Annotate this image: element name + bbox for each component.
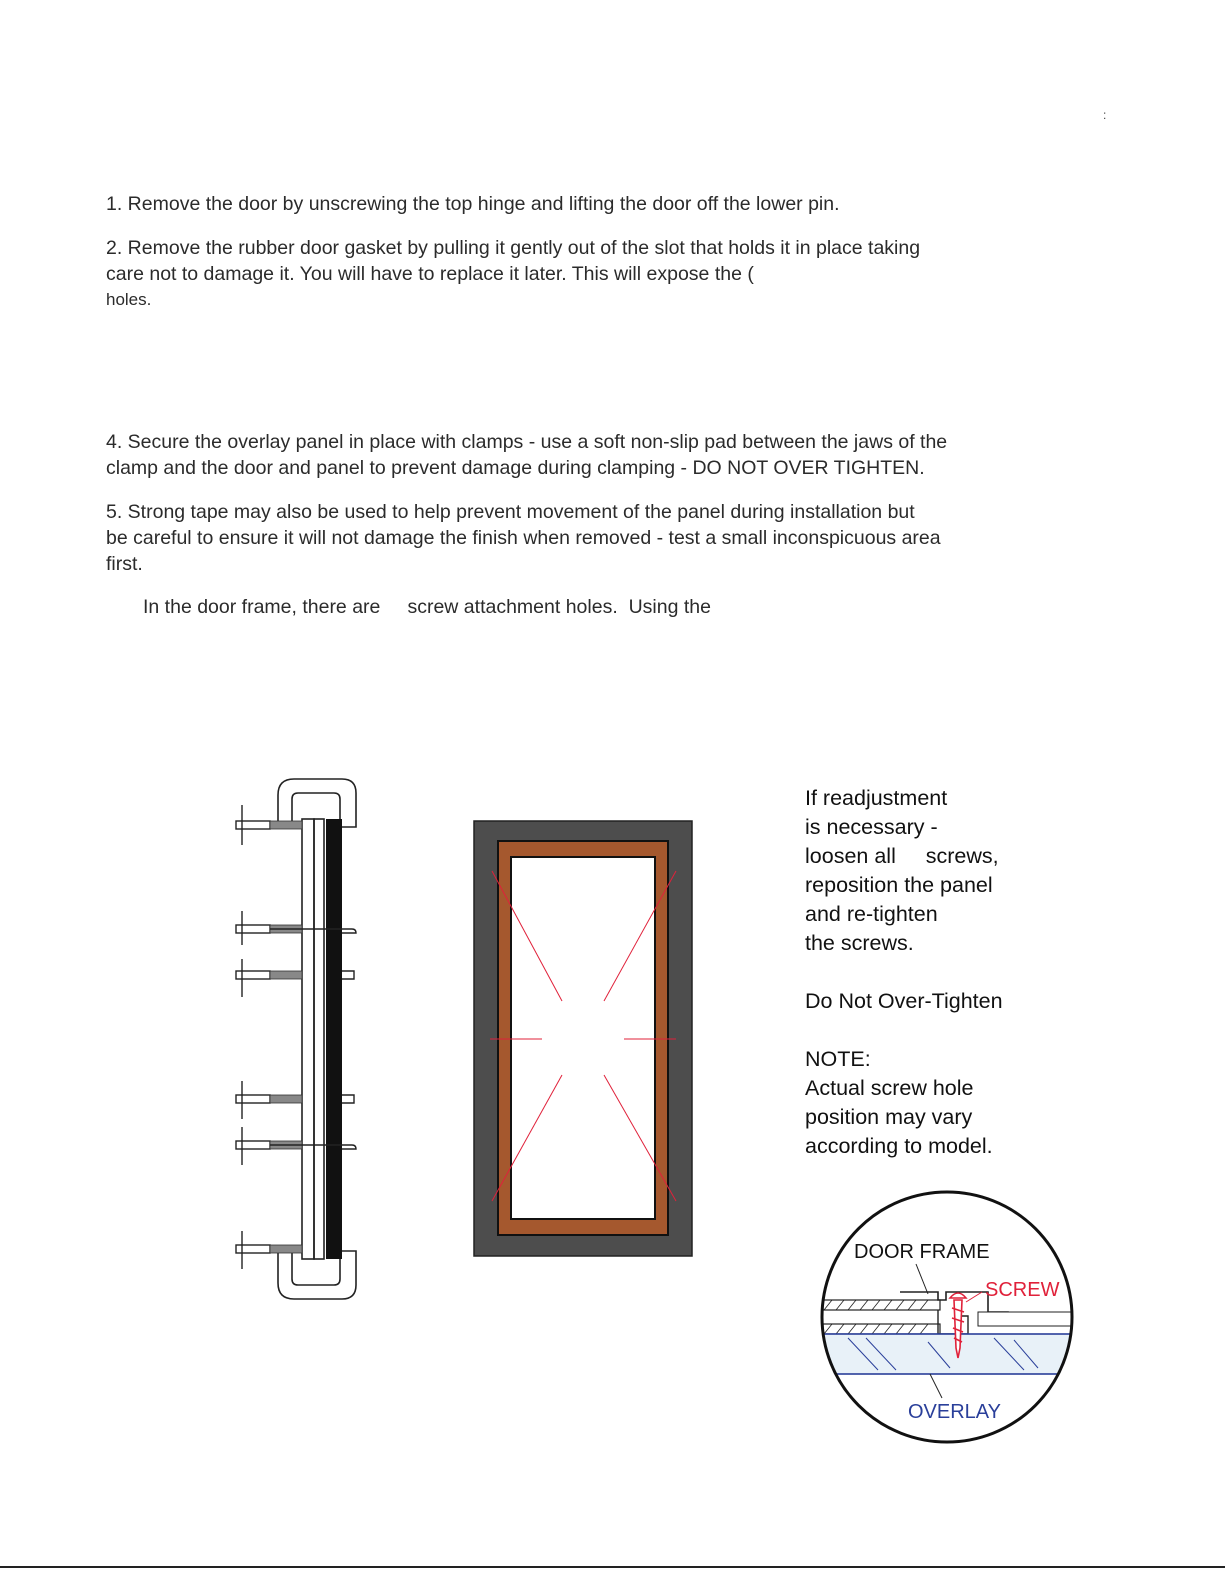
side-note-line-1: If readjustment (805, 786, 948, 810)
screw-detail-callout (818, 1188, 1076, 1446)
step-4 (106, 429, 947, 481)
door-frame-label: DOOR FRAME (854, 1241, 990, 1263)
step-2-line-3: holes. (106, 290, 152, 309)
step-5-line-3: first. (106, 553, 143, 575)
side-note-line-9: Actual screw hole (805, 1076, 974, 1100)
step-5-line-2: be careful to ensure it will not damage the finish when removed - test a small inconspicuous area (106, 527, 941, 549)
header-mark: : (1103, 108, 1107, 122)
side-note-line-6: the screws. (805, 931, 914, 955)
side-note-warning: Do Not Over-Tighten (805, 989, 1003, 1013)
side-note-line-5: and re-tighten (805, 902, 938, 926)
overlay-edge (326, 819, 342, 1259)
step-5-line-1: 5. Strong tape may also be used to help prevent movement of the panel during installation but (106, 501, 915, 523)
side-note (805, 784, 1003, 1161)
step-4-line-2: clamp and the door and panel to prevent damage during clamping - DO NOT OVER TIGHTEN. (106, 457, 925, 479)
side-note-line-2: is necessary - (805, 815, 938, 839)
side-note-line-11: according to model. (805, 1134, 993, 1158)
screw-label: SCREW (985, 1279, 1060, 1301)
clamp-side-view-illustration (230, 775, 370, 1305)
step-2-line-2: care not to damage it. You will have to replace it later. This will expose the ( (106, 263, 754, 285)
step-2 (106, 235, 920, 313)
bottom-rule (0, 1566, 1225, 1568)
step-6: In the door frame, there are screw attachment holes. Using the (143, 596, 711, 618)
side-note-heading: NOTE: (805, 1047, 871, 1071)
overlay-label: OVERLAY (908, 1401, 1001, 1423)
step-2-line-1: 2. Remove the rubber door gasket by pulling it gently out of the slot that holds it in place taking (106, 237, 921, 259)
side-note-line-3: loosen all screws, (805, 844, 999, 868)
step-4-line-1: 4. Secure the overlay panel in place with clamps - use a soft non-slip pad between the jaws of the (106, 431, 948, 453)
step-5 (106, 499, 941, 577)
side-note-line-10: position may vary (805, 1105, 973, 1129)
side-note-line-4: reposition the panel (805, 873, 993, 897)
door-front-view-illustration (474, 821, 692, 1256)
step-1: 1. Remove the door by unscrewing the top hinge and lifting the door off the lower pin. (106, 193, 840, 215)
